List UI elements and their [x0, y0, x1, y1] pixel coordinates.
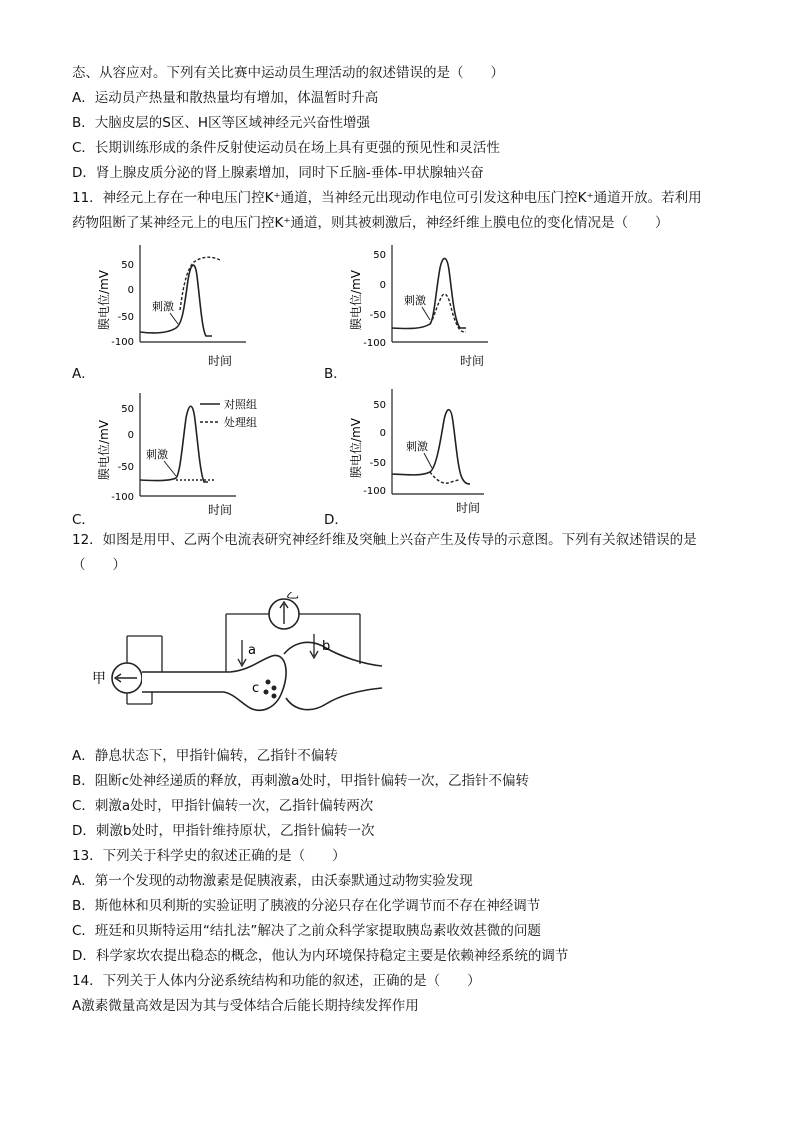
q14-option-a: A激素微量高效是因为其与受体结合后能长期持续发挥作用: [72, 998, 419, 1014]
graph-b-ytick-50: 50: [373, 250, 386, 261]
q13-stem: 13．下列关于科学史的叙述正确的是（ ）: [72, 848, 346, 864]
graph-d-stimulus-label: 刺激: [406, 440, 428, 453]
presynaptic-axon: [142, 655, 286, 710]
legend-control-label: 对照组: [224, 398, 257, 411]
graph-c-stimulus-label: 刺激: [146, 448, 168, 461]
graph-c-xlabel: 时间: [208, 503, 233, 517]
graph-d-ytick-minus50: -50: [369, 458, 386, 469]
q10-option-b: B．大脑皮层的S区、H区等区域神经元兴奋性增强: [72, 115, 370, 131]
graph-a-stimulus-label: 刺激: [152, 300, 174, 313]
graph-d-ytick-0: 0: [379, 428, 386, 439]
q10-option-d: D．肾上腺皮质分泌的肾上腺素增加，同时下丘脑-垂体-甲状腺轴兴奋: [72, 165, 484, 181]
graph-c-ytick-50: 50: [121, 404, 134, 415]
q13-option-b: B．斯他林和贝利斯的实验证明了胰液的分泌只存在化学调节而不存在神经调节: [72, 898, 541, 914]
q13-option-a: A．第一个发现的动物激素是促胰液素，由沃泰默通过动物实验发现: [72, 873, 473, 889]
graph-b-ytick-0: 0: [379, 280, 386, 291]
graph-a: [96, 240, 256, 374]
q14-stem: 14．下列关于人体内分泌系统结构和功能的叙述，正确的是（ ）: [72, 973, 481, 989]
ammeter-jia-label: 甲: [92, 671, 106, 687]
q10-option-c: C．长期训练形成的条件反射使运动员在场上具有更强的预见性和灵活性: [72, 140, 500, 156]
graph-c-letter: C．: [72, 512, 95, 528]
synapse-diagram: [90, 592, 390, 724]
q13-option-d: D．科学家坎农提出稳态的概念，他认为内环境保持稳定主要是依赖神经系统的调节: [72, 948, 569, 964]
postsynaptic-membrane-top: [284, 642, 382, 666]
ammeter-yi-label: 乙: [286, 592, 300, 602]
graph-d-ylabel: 膜电位/mV: [349, 418, 363, 478]
graph-a-letter: A．: [72, 366, 95, 382]
stimulus-b-label: b: [322, 639, 331, 654]
graph-b-ytick-minus100: -100: [363, 338, 386, 349]
graph-c-ytick-0: 0: [127, 430, 134, 441]
graph-b: [348, 240, 508, 374]
graph-b-stimulus-label: 刺激: [404, 294, 426, 307]
graph-a-ylabel: 膜电位/mV: [97, 270, 111, 330]
q12-option-d: D．刺激b处时，甲指针维持原状，乙指针偏转一次: [72, 823, 375, 839]
q13-option-c: C．班廷和贝斯特运用“结扎法”解决了之前众科学家提取胰岛素收效甚微的问题: [72, 923, 541, 939]
graph-a-ytick-minus50: -50: [117, 312, 134, 323]
graph-a-ytick-50: 50: [121, 260, 134, 271]
graph-d-xlabel: 时间: [456, 501, 481, 515]
q12-stem-line1: 12．如图是用甲、乙两个电流表研究神经纤维及突触上兴奋产生及传导的示意图。下列有关叙述错误的是: [72, 532, 697, 548]
graph-a-xlabel: 时间: [208, 354, 233, 368]
graph-d-ytick-minus100: -100: [363, 486, 386, 497]
q11-stem-line1: 11．神经元上存在一种电压门控K⁺通道，当神经元出现动作电位可引发这种电压门控K⁺通道开放。若利用: [72, 190, 702, 206]
vesicle-c-label: c: [252, 681, 260, 696]
q11-stem-line2: 药物阻断了某神经元上的电压门控K⁺通道，则其被刺激后，神经纤维上膜电位的变化情况是（ ）: [72, 215, 669, 231]
postsynaptic-membrane-bottom: [286, 688, 382, 710]
legend-treated-label: 处理组: [224, 416, 257, 429]
graph-c-ytick-minus100: -100: [111, 492, 134, 503]
graph-d: [348, 384, 508, 522]
graph-c-ylabel: 膜电位/mV: [97, 420, 111, 480]
graph-b-ytick-minus50: -50: [369, 310, 386, 321]
graph-b-letter: B．: [324, 366, 347, 382]
graph-a-ytick-minus100: -100: [111, 337, 134, 348]
graph-c: [96, 388, 296, 522]
graph-d-ytick-50: 50: [373, 400, 386, 411]
graph-d-letter: D．: [324, 512, 348, 528]
q10-option-a: A．运动员产热量和散热量均有增加，体温暂时升高: [72, 90, 379, 106]
graph-b-xlabel: 时间: [460, 354, 485, 368]
q12-option-c: C．刺激a处时，甲指针偏转一次，乙指针偏转两次: [72, 798, 374, 814]
graph-b-ylabel: 膜电位/mV: [349, 270, 363, 330]
graph-a-ytick-0: 0: [127, 285, 134, 296]
q12-option-b: B．阻断c处神经递质的释放，再刺激a处时，甲指针偏转一次，乙指针不偏转: [72, 773, 529, 789]
graph-c-ytick-minus50: -50: [117, 462, 134, 473]
q10-stem: 态、从容应对。下列有关比赛中运动员生理活动的叙述错误的是（ ）: [72, 65, 504, 81]
q12-stem-line2: （ ）: [72, 557, 126, 573]
stimulus-a-label: a: [248, 643, 256, 658]
q12-option-a: A．静息状态下，甲指针偏转，乙指针不偏转: [72, 748, 338, 764]
